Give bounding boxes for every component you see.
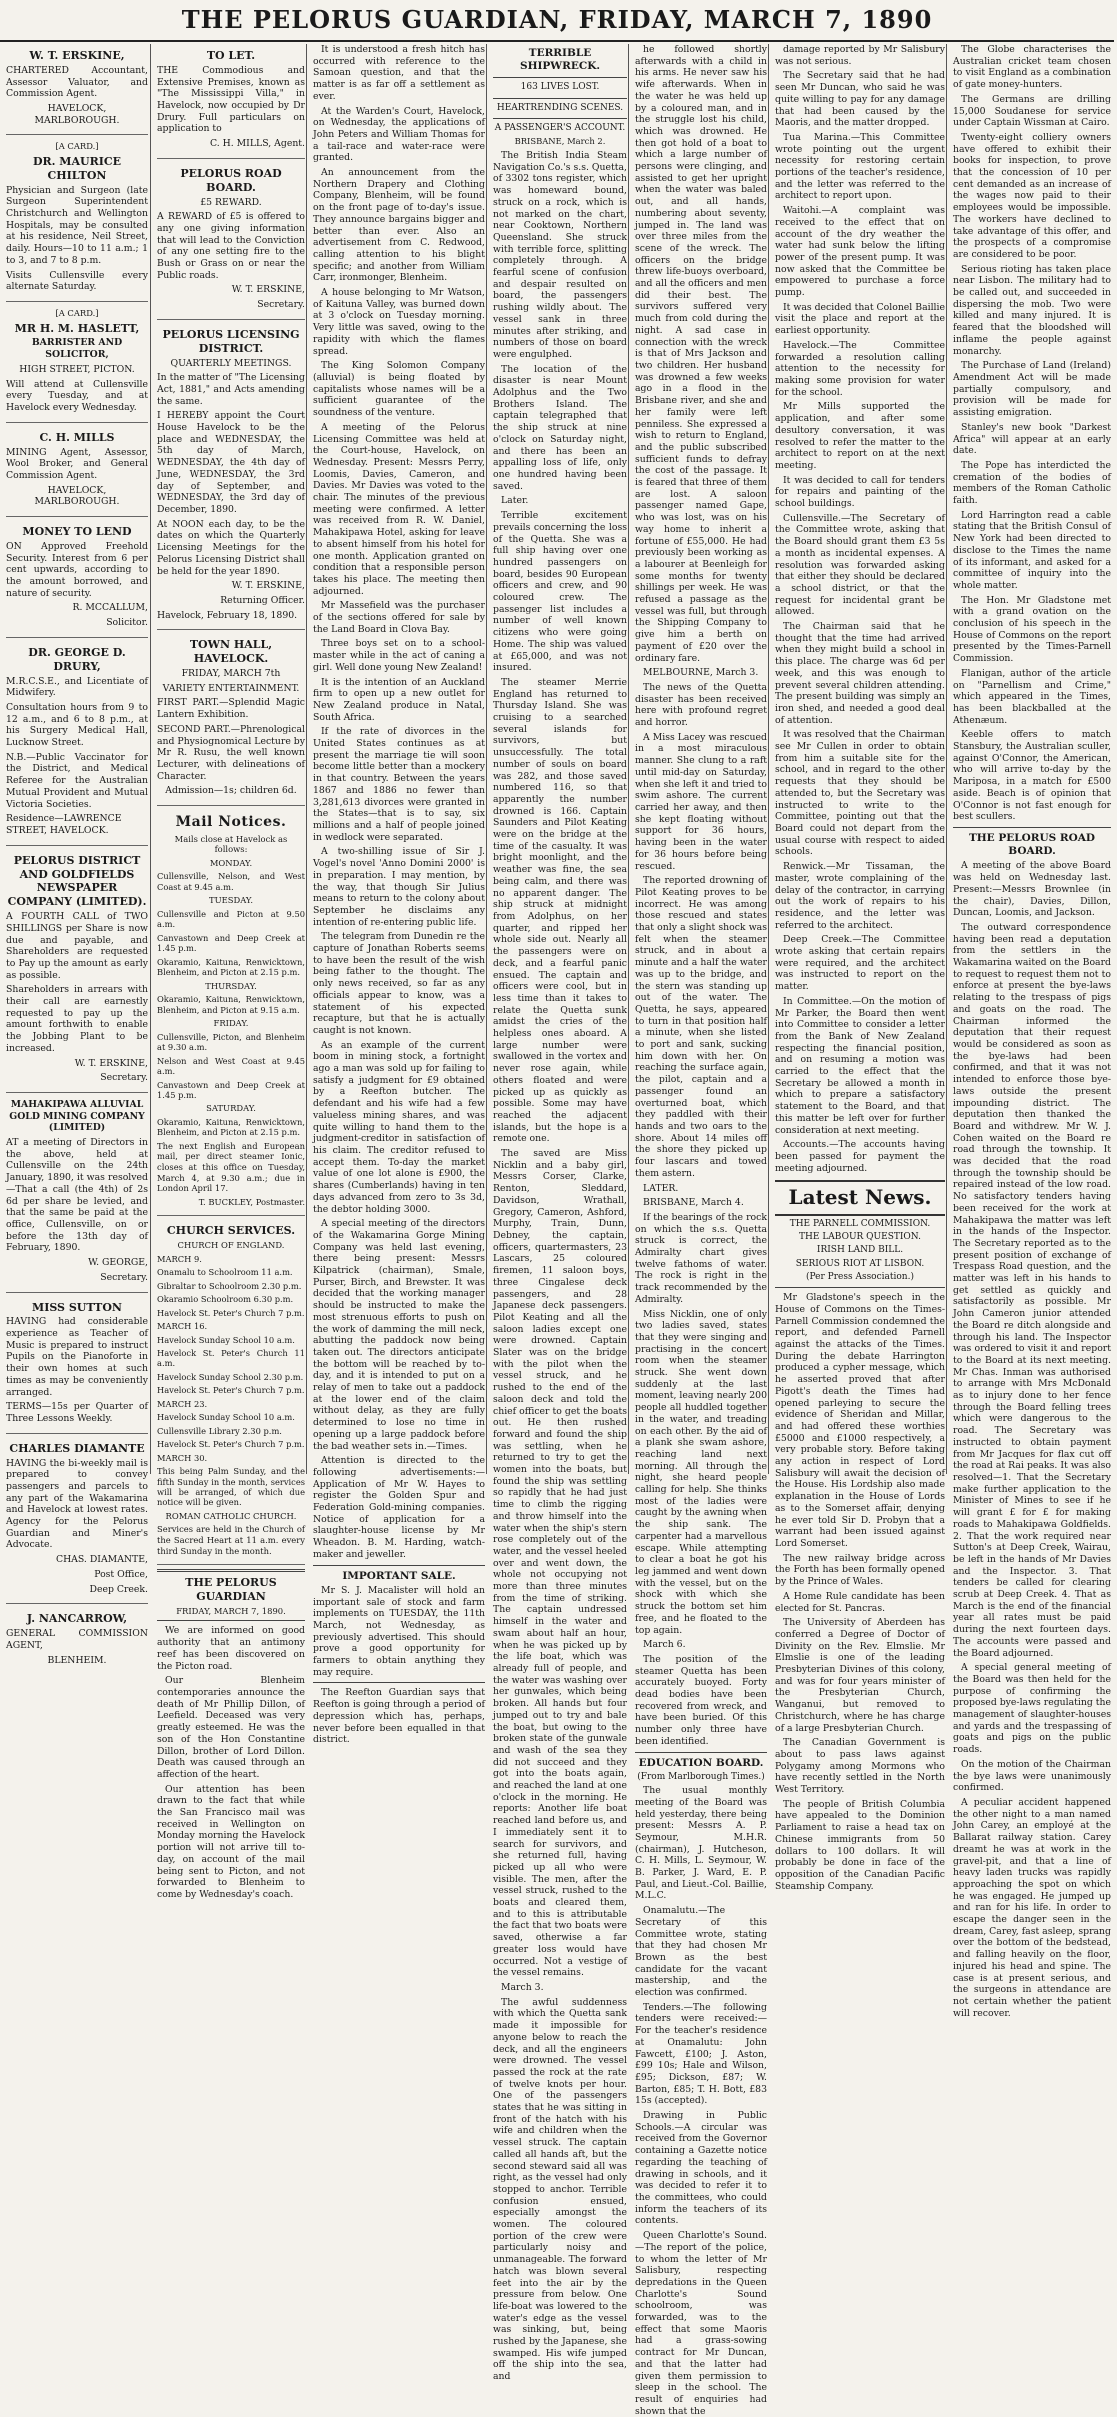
ad-title: PELORUS ROAD BOARD.: [180, 166, 282, 194]
article-paragraph: As an example of the current boom in mining stock, a fortnight ago a man was sold up for failing to satisfy a judgment for £9 obtained by a Reefton butcher. The defendant and his wife had a few valueless mining shares, and was quite willing to hand them to the judgment-creditor in satisfaction of his claim. The creditor refused to accept them. To-day the market value of one lot alone is £900, the shares (Cumberlands) having in ten days advanced from zero to 3s 3d, the debtor holding 3000.: [313, 1039, 485, 1215]
article-paragraph: An announcement from the Northern Drapery and Clothing Company, Blenheim, will be found on the front page of to-day's issue. They announce bargains bigger and better than ever. Also an advertisement from C. Redwood, calling attention to his blight specific; and another from William Carr, ironmonger, Blenheim.: [313, 167, 485, 284]
mail-day: MONDAY.: [209, 857, 253, 868]
ad-mahakipawa: [6, 1096, 148, 1293]
ad-diamante: [6, 1437, 148, 1605]
ad-role: Deep Creek.: [89, 1583, 148, 1595]
news-headline: THE LABOUR QUESTION.: [799, 1231, 921, 1242]
article-paragraph: Havelock St. Peter's Church 7 p.m.: [157, 1439, 305, 1450]
ad-road-board-reward: [157, 162, 305, 320]
article-paragraph: The Globe characterises the Australian cricket team chosen to visit England as a combination of gate money-hunters.: [953, 44, 1111, 91]
mail-title: Mail Notices.: [175, 814, 287, 831]
article-paragraph: Our attention has been drawn to the fact that while the San Francisco mail was received in Wellington on Monday morning the Havelock portion will not arrive till to-day, on account of the mail being sent to Picton, and not forwarded to Blenheim to come by Wednesday's coach.: [157, 1783, 305, 1900]
article-paragraph: Attention is directed to the following advertisements:—Application of Mr W. Hayes to register the Golden Spur and Federation Gold-mining companies. Notice of application for a slaughter-house license by Mr Wheadon. B. M. Harding, watch-maker and jeweller.: [313, 1455, 485, 1560]
article-paragraph: The King Solomon Company (alluvial) is being floated by capitalists whose names will be a sufficient guarantee of the soundness of the venture.: [313, 360, 485, 419]
ad-title: TOWN HALL, HAVELOCK.: [189, 638, 273, 666]
article-paragraph: The people of British Columbia have appealed to the Dominion Parliament to raise a head tax on Chinese immigrants from 50 dollars to 100 dollars. It will probably be done in face of the opposition of the Canadian Pacific Steamship Company.: [775, 1798, 945, 1892]
ad-to-let: [157, 44, 305, 159]
article-paragraph: Accounts.—The accounts having been passed for payment the meeting adjourned.: [775, 1139, 945, 1174]
ad-terms: TERMS—15s per Quarter of Three Lessons Weekly.: [6, 1401, 148, 1424]
ad-sign: W. T. ERSKINE,: [231, 580, 305, 592]
guardian-date: FRIDAY, MARCH 7, 1890.: [176, 1605, 286, 1616]
article-paragraph: It is the intention of an Auckland firm to open up a new outlet for New Zealand produce in Natal, South Africa.: [313, 676, 485, 723]
ad-title: MR H. M. HASLETT,: [14, 321, 140, 335]
ad-body: In the matter of "The Licensing Act, 1881," and Acts amending the same.: [157, 372, 305, 407]
ad-sutton: [6, 1296, 148, 1434]
ad-mills: [6, 426, 148, 517]
ad-sign: C. H. MILLS, Agent.: [209, 138, 305, 150]
article-paragraph: Queen Charlotte's Sound.—The report of the police, to whom the letter of Mr Salisbury, respecting depredations in the Queen Charlotte's Sound schoolroom, was forwarded, was to the effect that some Maoris had a grass-sowing contract for Mr Duncan, and that the latter had given them permission to sleep in the school. The result of enquiries had shown that the: [635, 2230, 767, 2417]
ad-licensing: [157, 323, 305, 630]
ad-sign: W. T. ERSKINE,: [74, 1057, 148, 1069]
ad-subtitle: QUARTERLY MEETINGS.: [170, 357, 292, 369]
ad-role: Solicitor.: [106, 617, 148, 629]
article-paragraph: A special general meeting of the Board was then held for the purpose of confirming the proposed bye-laws regulating the management of slaughter-houses and yards and the trespassing of goats and pigs on the public roads.: [953, 1662, 1111, 1756]
ad-card: [A CARD.]: [55, 308, 99, 318]
article-paragraph: In Committee.—On the motion of Mr Parker, the Board then went into Committee to consider a letter from the Bank of New Zealand respecting the financial position, and on resuming a motion was carried to the effect that the Secretary be allowed a month in which to prepare a satisfactory statement to the Board, and that this matter be left over for further consideration at next meeting.: [775, 995, 945, 1136]
ad-title: DR. MAURICE CHILTON: [32, 154, 122, 182]
church-title: CHURCH SERVICES.: [166, 1224, 296, 1238]
news-headline: SERIOUS RIOT AT LISBON.: [795, 1258, 925, 1269]
cable-news: [953, 44, 1111, 823]
column-3: [306, 44, 491, 1746]
education-body: [635, 1785, 767, 2417]
local-news: [313, 44, 485, 1561]
mail-note: The next English and European mail, per direct steamer Ionic, closes at this office on Tuesday, March 4, at 9.30 a.m.; due in London April 17.: [157, 1140, 305, 1194]
road-board-body: [953, 860, 1111, 2019]
article-paragraph: Cullensville.—The Secretary of the Committee wrote, asking that the Board should grant them £3 5s a month as incidental expenses. A resolution was forwarded asking that either they should be declared a school district, or that the request for incidental grant be allowed.: [775, 512, 945, 618]
ad-title: PELORUS DISTRICT AND GOLDFIELDS NEWSPAPER COMPANY (LIMITED).: [7, 853, 147, 909]
article-paragraph: damage reported by Mr Salisbury was not serious.: [775, 44, 945, 67]
article-paragraph: Onamalu to Schoolroom 11 a.m.: [157, 1267, 293, 1278]
ad-title: J. NANCARROW,: [26, 1612, 128, 1626]
article-paragraph: The location of the disaster is near Mount Adolphus and the Two Brothers Island. The captain telegraphed that the ship struck at nine o'clock on Saturday night, and there has been an appalling loss of life, only one hundred having been saved.: [493, 363, 627, 492]
mail-sign: T. BUCKLEY, Postmaster.: [198, 1196, 305, 1207]
article-paragraph: MARCH 9.: [157, 1253, 202, 1264]
article-paragraph: Havelock St. Peter's Church 7 p.m.: [157, 1307, 305, 1318]
article-paragraph: Mr Massefield was the purchaser of the sections offered for sale by the Land Board in Clova Bay.: [313, 600, 485, 635]
article-paragraph: March 6.: [643, 1639, 686, 1651]
shipwreck-continued: [635, 44, 767, 1748]
latest-news-heads: [775, 1219, 945, 1270]
column-4: [486, 44, 633, 2383]
article-paragraph: It is understood a fresh hitch has occurred with reference to the Samoan question, and that the matter is as far off a settlement as ever.: [313, 44, 485, 102]
latest-news-title: Latest News.: [775, 1180, 945, 1215]
article-paragraph: MARCH 23.: [157, 1398, 208, 1409]
mail-line: Canvastown and Deep Creek at 1.45 p.m.: [157, 1079, 305, 1100]
ad-title: PELORUS LICENSING DISTRICT.: [162, 327, 300, 355]
mail-line: Cullensville and Picton at 9.50 a.m.: [157, 908, 305, 930]
article-paragraph: Havelock St. Peter's Church 11 a.m.: [157, 1347, 305, 1369]
ad-erskine: [6, 44, 148, 135]
ad-role: Post Office,: [94, 1568, 148, 1580]
news-headline: IRISH LAND BILL.: [816, 1245, 904, 1256]
article-paragraph: The Pope has interdicted the cremation of the bodies of members of the Roman Catholic faith.: [953, 459, 1111, 507]
ad-title: CHARLES DIAMANTE: [9, 1441, 145, 1455]
ad-sign: CHAS. DIAMANTE,: [55, 1554, 148, 1566]
article-paragraph: Stanley's new book "Darkest Africa" will appear at an early date.: [953, 421, 1111, 457]
ad-nancarrow: [6, 1607, 148, 1674]
column-2: [150, 44, 311, 1900]
latest-news-body: [775, 1292, 945, 1892]
ad-sign: W. T. ERSKINE,: [231, 284, 305, 296]
article-paragraph: Terrible excitement prevails concerning the loss of the Quetta. She was a full ship having over one hundred passengers on board, besides 90 European officers and crew, and 90 coloured crew. The passenger list includes a number of well known citizens who were going Home. The ship was valued at £65,000, and was not insured.: [493, 510, 627, 674]
article-paragraph: The awful suddenness with which the Quetta sank made it impossible for anyone below to reach the deck, and all the engineers were drowned. The vessel passed the rock at the rate of twelve knots per hour. One of the passengers states that he was sitting in front of the hatch with his wife and children when the vessel struck. The captain called all hands aft, but the second steward said all was right, as the vessel had only stopped to anchor. Terrible confusion ensued, especially amongst the women. The coloured portion of the crew were particularly noisy and unmanageable. The forward hatch was blown several feet into the air by the pressure from below. One life-boat was lowered to the water's edge as the vessel was sinking, but, being rushed by the Japanese, she swamped. His wife jumped off the ship into the sea, and: [493, 1996, 627, 2383]
education-title: EDUCATION BOARD.: [638, 1756, 764, 1769]
guardian-editorial: [157, 1569, 305, 1900]
article-paragraph: Havelock St. Peter's Church 7 p.m.: [157, 1385, 305, 1396]
education-subtitle: (From Marlborough Times.): [637, 1771, 765, 1782]
article-paragraph: Okaramio Schoolroom 6.30 p.m.: [157, 1294, 294, 1305]
article-paragraph: Keeble offers to match Stansbury, the Australian sculler, against O'Connor, the American, who will arrive to-day by the Mariposa, in a match for £500 aside. Beach is of opinion that O'Connor is not fast enough for best scullers.: [953, 729, 1111, 823]
ad-role: Secretary.: [100, 1072, 148, 1084]
news-headline: THE PARNELL COMMISSION.: [789, 1218, 931, 1229]
article-paragraph: A special meeting of the directors of the Wakamarina Gorge Mining Company was held last evening, there being present: Messrs Kilpatrick (chairman), Smale, Purser, Birch, and Brewster. It was decided that the working manager should be instructed to make the most strenuous efforts to push on the work of damming the mill neck, abutting the paddock now being taken out. The directors anticipate the bottom will be reached by to-day, and it is intended to put on a relay of men to take out a paddock at the lower end of the claim without delay, as they are fully determined to lose no time in opening up a large paddock before the bad weather sets in.—Times.: [313, 1218, 485, 1452]
ad-sign: R. MCCALLUM,: [72, 602, 148, 614]
article-paragraph: Tenders.—The following tenders were received:—For the teacher's residence at Onamalutu: John Fawcett, £100; J. Aston, £99 10s; Hale and Wilson, £95; Dickson, £87; W. Barton, £85; T. H. Bott, £83 15s (accepted).: [635, 2001, 767, 2107]
shipwreck-subtitle: HEARTRENDING SCENES.: [496, 102, 624, 113]
article-paragraph: A house belonging to Mr Watson, of Kaituna Valley, was burned down at 3 o'clock on Tuesday morning. Very little was saved, owing to the rapidity with which the flames spread.: [313, 287, 485, 357]
article-paragraph: The Chairman said that he thought that the time had arrived when they might build a school in this place. The charge was 6d per week, and this was enough to prevent several children attending. The present building was simply an iron shed, and needed a good deal of attention.: [775, 621, 945, 726]
ad-haslett: [6, 305, 148, 423]
mail-line: Cullensville, Nelson, and West Coast at 9.45 a.m.: [157, 871, 305, 892]
mail-line: Nelson and West Coast at 9.45 a.m.: [157, 1055, 305, 1077]
church-services: [157, 1219, 305, 1565]
ad-body-3: At NOON each day, to be the dates on which the Quarterly Licensing Meetings for the Pelorus Licensing District shall be held for the year 1890.: [157, 518, 305, 577]
article-paragraph: MELBOURNE, March 3.: [643, 667, 759, 679]
shipwreck-body: [493, 150, 627, 2383]
ad-residence: Residence—LAWRENCE STREET, HAVELOCK.: [6, 813, 122, 836]
ad-body: CHARTERED Accountant, Assessor Valuator, and Commission Agent.: [6, 64, 148, 100]
ad-title: MISS SUTTON: [32, 1300, 122, 1314]
ad-drury: [6, 641, 148, 846]
ad-subtitle: VARIETY ENTERTAINMENT.: [162, 682, 300, 694]
ad-title: TO LET.: [206, 49, 256, 62]
article-paragraph: he followed shortly afterwards with a child in his arms. He never saw his wife afterwards. When in the water he was held up by a coloured man, and in the struggle lost his child, which was drowned. He then got hold of a boat to which a large number of persons were clinging, and assisted to get her upright when the water was baled out, and all hands, numbering about seventy, jumped in. The land was over three miles from the scene of the wreck. The officers on the bridge threw life-buoys overboard, and all the officers and men did their best. The survivors suffered very much from cold during the night. A sad case in connection with the wreck is that of Mrs Jackson and two children. Her husband was drowned a few weeks ago in a flood in the Brisbane river, and she and her family were left penniless. She expressed a wish to return to England, and the public subscribed sufficient funds to defray the cost of the passage. It is feared that three of them are lost. A saloon passenger named Gape, who was lost, was on his way home to inherit a fortune of £55,000. He had previously been working as a labourer at Beenleigh for some months for twenty shillings per week. He was refused a passage as the vessel was full, but through the Shipping Company to give him a berth on payment of £20 over the ordinary fare.: [635, 44, 767, 664]
article-paragraph: The Canadian Government is about to pass laws against Polygamy among Mormons who have recently settled in the North West Territory.: [775, 1737, 945, 1796]
dateline: BRISBANE, March 2.: [514, 136, 606, 147]
article-paragraph: Three boys set on to a school-master while in the act of caning a girl. Well done young New Zealand!: [313, 638, 485, 673]
rc-title: ROMAN CATHOLIC CHURCH.: [165, 1510, 297, 1521]
ad-sign: W. GEORGE,: [88, 1257, 148, 1269]
ad-money-to-lend: [6, 520, 148, 638]
mail-day: SATURDAY.: [206, 1103, 256, 1114]
mail-days: [157, 858, 305, 1138]
ad-card: [A CARD.]: [55, 141, 99, 152]
ad-pelorus-company: [6, 849, 148, 1093]
article-paragraph: If the rate of divorces in the United States continues as at present the marriage tie will soon become little better than a mockery in that country. Between the years 1867 and 1886 no fewer than 3,281,613 divorces were granted in the States—that is to say, six millions and a half of people joined in wedlock were separated.: [313, 726, 485, 843]
article-paragraph: Serious rioting has taken place near Lisbon. The military had to be called out, and succeeded in dispersing the mob. Two were killed and many injured. It is feared that the bloodshed will inflame the people against monarchy.: [953, 263, 1111, 357]
article-paragraph: This being Palm Sunday, and the fifth Sunday in the month, services will be arranged, of which due notice will be given.: [157, 1466, 305, 1508]
road-board-title: THE PELORUS ROAD BOARD.: [968, 832, 1096, 858]
ad-body: GENERAL COMMISSION AGENT,: [6, 1628, 148, 1651]
ad-role: Secretary.: [100, 1271, 148, 1283]
ad-role: Secretary.: [257, 299, 305, 311]
ad-body-2: Shareholders in arrears with their call are earnestly requested to pay up the amount forthwith to enable the Jobbing Plant to be increased.: [6, 984, 148, 1054]
press-association: (Per Press Association.): [806, 1271, 914, 1282]
ad-title: MONEY TO LEND: [22, 525, 132, 539]
article-paragraph: A meeting of the above Board was held on Wednesday last. Present:—Messrs Brownlee (in the chair), Davies, Dillon, Duncan, Loomis, and Jackson.: [953, 860, 1111, 919]
rc-body: Services are held in the Church of the Sacred Heart at 11 a.m. every third Sunday in the month.: [157, 1524, 305, 1556]
article-paragraph: A meeting of the Pelorus Licensing Committee was held at the Court-house, Havelock, on Wednesday. Present: Messrs Perry, Loomis, Davies, Cameron, and Davies. Mr Davies was voted to the chair. The minutes of the previous meeting were confirmed. A letter was received from R. W. Daniel, Mahakipawa Hotel, asking for leave to absent himself from his hotel for one month. Application granted on condition that a responsible person takes his place. The meeting then adjourned.: [313, 421, 485, 597]
ad-place: HAVELOCK, MARLBOROUGH.: [34, 102, 120, 126]
ad-body-2: SECOND PART.—Phrenological and Physiognomical Lecture by Mr R. Rusu, the well known Lecturer, with delineations of Character.: [157, 723, 305, 782]
ad-body: MINING Agent, Assessor, Wool Broker, and General Commission Agent.: [6, 446, 148, 481]
article-paragraph: Tua Marina.—This Committee wrote pointing out the urgent necessity for restoring certain portions of the teacher's residence, and the letter was referred to the architect to report upon.: [775, 131, 945, 202]
church-subtitle: CHURCH OF ENGLAND.: [177, 1240, 285, 1251]
article-paragraph: A two-shilling issue of Sir J. Vogel's novel 'Anno Domini 2000' is in preparation. I may mention, by the way, that though Sir Julius means to return to the colony about September he disclaims any intention of re-entering public life.: [313, 846, 485, 928]
column-5: [628, 44, 773, 2417]
church-lines: [157, 1254, 305, 1508]
article-paragraph: Havelock Sunday School 2.30 p.m.: [157, 1371, 304, 1382]
ad-quals: M.R.C.S.E., and Licentiate of Midwifery.: [6, 675, 148, 699]
article-paragraph: Mr Mills supported the application, and after some desultory conversation, it was resolved to refer the matter to the architect to report on at the next meeting.: [775, 401, 945, 471]
ad-title: MAHAKIPAWA ALLUVIAL GOLD MINING COMPANY (LIMITED): [9, 1098, 145, 1134]
mail-line: Cullensville, Picton, and Blenheim at 9.30 a.m.: [157, 1031, 305, 1053]
mail-line: Okaramio, Kaituna, Renwicktown, Blenheim, and Picton at 2.15 p.m.: [157, 1116, 305, 1138]
ad-place: BLENHEIM.: [47, 1654, 107, 1666]
article-paragraph: Onamalutu.—The Secretary of this Committee wrote, stating that they had chosen Mr Brown as the best candidate for the vacant mastership, and the election was confirmed.: [635, 1905, 767, 1999]
ad-note: Visits Cullensville every alternate Saturday.: [6, 269, 148, 293]
article-paragraph: A Home Rule candidate has been elected for St. Pancras.: [775, 1590, 945, 1614]
article-paragraph: The steamer Merrie England has returned to Thursday Island. She was cruising to a searched several islands for survivors, but unsuccessfully. The total number of souls on board was 282, and those saved numbered 116, so that apparently the number drowned is 166. Captain Saunders and Pilot Keating were on the bridge at the time of the casualty. It was bright moonlight, and the weather was fine, the sea being calm, and there was no apparent danger. The ship struck at midnight from Adolphus, on her quarter, and ripped her whole side out. Nearly all the passengers were on deck, and a fearful panic ensued. The captain and officers were cool, but in less time than it takes to relate the Quetta sunk amidst the cries of the helpless ones aboard. A large number were swallowed in the vortex and never rose again, while others floated and were picked up as quickly as possible. Some may have reached the adjacent islands, but the hope is a remote one.: [493, 676, 627, 1145]
article-paragraph: Cullensville Library 2.30 p.m.: [157, 1425, 282, 1436]
ad-body: Consultation hours from 9 to 12 a.m., and 6 to 8 p.m., at his Surgery Medical Hall, Lucknow Street.: [6, 701, 148, 749]
article-paragraph: Deep Creek.—The Committee wrote asking that certain repairs were required, and the architect was instructed to report on the matter.: [775, 934, 945, 993]
article-paragraph: The Hon. Mr Gladstone met with a grand ovation on the conclusion of his speech in the House of Commons on the report presented by the Times-Parnell Commission.: [953, 594, 1111, 665]
article-paragraph: BRISBANE, March 4.: [643, 1197, 744, 1209]
ad-town-hall: [157, 633, 305, 806]
article-paragraph: The news of the Quetta disaster has been received here with profound regret and horror.: [635, 681, 767, 729]
ad-title: DR. GEORGE D. DRURY,: [28, 645, 126, 673]
ad-title: C. H. MILLS: [39, 430, 115, 444]
article-paragraph: It was decided to call for tenders for repairs and painting of the school buildings.: [775, 474, 945, 510]
ad-address: HIGH STREET, PICTON.: [19, 363, 135, 375]
article-paragraph: Our Blenheim contemporaries announce the death of Mr Phillip Dillon, of Leefield. Deceased was very greatly esteemed. He was the son of the Hon Constantine Dillon, brother of Lord Dillon. Death was caused through an affection of the heart.: [157, 1675, 305, 1780]
article-paragraph: A Miss Lacey was rescued in a most miraculous manner. She clung to a raft until mid-day on Saturday, when she left it and tried to swim ashore. The current carried her away, and then she kept floating without support for 36 hours, having been in the water for 36 hours before being rescued.: [635, 731, 767, 872]
ad-place: HAVELOCK, MARLBOROUGH.: [34, 484, 120, 508]
reefton-paragraph: The Reefton Guardian says that Reefton is going through a period of depression which has, perhaps, never before been equalled in that district.: [313, 1687, 485, 1746]
guardian-title: THE PELORUS GUARDIAN: [185, 1576, 277, 1604]
mail-day: THURSDAY.: [205, 980, 257, 991]
article-paragraph: Twenty-eight colliery owners have offered to exhibit their books for inspection, to prove that the concession of 10 per cent demanded as an increase of the wages now paid to their employees would be impossible. The workers have declined to take advantage of this offer, and the prospects of a compromise are considered to be poor.: [953, 131, 1111, 260]
ad-body: FIRST PART.—Splendid Magic Lantern Exhibition.: [157, 697, 305, 721]
article-paragraph: Mr Gladstone's speech in the House of Commons on the Times-Parnell Commission condemned the report, and defended Parnell against the attacks of the Times. During the debate Harrington produced a cypher message, which he asserted proved that after Pigott's death the Times had opened parleying to secure the evidence of Sheridan and Millar, and had offered these worthies £5000 and £1000 respectively, a very probable story. Before taking any action in respect of Lord Salisbury will await the decision of the House. His Lordship also made explanation in the House of Lords as to the Somerset affair, denying he ever told Sir D. Probyn that a warrant had been issued against Lord Somerset.: [775, 1292, 945, 1549]
ad-body: Will attend at Cullensville every Tuesday, and at Havelock every Wednesday.: [6, 378, 148, 413]
article-paragraph: Havelock Sunday School 10 a.m.: [157, 1412, 295, 1423]
mail-intro: Mails close at Havelock as follows:: [174, 833, 288, 855]
ad-body: A REWARD of £5 is offered to any one giving information that will lead to the Conviction of any one setting fire to the Bush or Grass on or near the Public roads.: [157, 211, 305, 281]
article-paragraph: The University of Aberdeen has conferred a Degree of Doctor of Divinity on the Rev. Elmslie. Mr Elmslie is one of the leading Presbyterian Divines of this colony, and was for four years minister of the Presbyterian Church, Wanganui, but removed to Christchurch, where he has charge of a large Presbyterian Church.: [775, 1617, 945, 1734]
article-paragraph: At the Warden's Court, Havelock, on Wednesday, the applications of John Peters and William Thomas for a tail-race and water-race were granted.: [313, 105, 485, 164]
article-paragraph: The usual monthly meeting of the Board was held yesterday, there being present: Messrs A. P. Seymour, M.H.R. (chairman), J. Hutcheson, C. H. Mills, L. Seymour, W. B. Parker, J. Ward, E. P. Paul, and Lieut.-Col. Baillie, M.L.C.: [635, 1785, 767, 1902]
article-paragraph: The reported drowning of Pilot Keating proves to be incorrect. He was among those rescued and states that only a slight shock was felt when the steamer struck, and in about a minute and a half the water was up to the bridge, and the stern was standing up out of the water. The Quetta, he says, appeared to turn in that position half a minute, when she listed to port and sank, sucking him down with her. On reaching the surface again, the pilot, captain and a passenger found an overturned boat, which they paddled with their hands and two oars to the shore. About 14 miles off the shore they picked up four lascars and towed them astern.: [635, 875, 767, 1179]
mail-line: Okaramio, Kaituna, Renwicktown, Blenheim, and Picton at 9.15 a.m.: [157, 994, 305, 1015]
article-paragraph: Lord Harrington read a cable stating that the British Consul of New York had been directed to disclose to the Times the name of its informant, and asked for a committee of inquiry into the whole matter.: [953, 509, 1111, 591]
article-paragraph: MARCH 30.: [157, 1452, 208, 1463]
ad-body: ON Approved Freehold Security. Interest from 6 per cent upwards, according to the amount borrowed, and nature of security.: [6, 540, 148, 599]
masthead: THE PELORUS GUARDIAN, FRIDAY, MARCH 7, 1890: [0, 0, 1114, 42]
article-paragraph: Waitohi.—A complaint was received to the effect that on account of the dry weather the water had sunk below the lifting power of the present pump. It was now asked that the Committee be empowered to purchase a force pump.: [775, 205, 945, 299]
article-paragraph: The telegram from Dunedin re the capture of Jonathan Roberts seems to have been the result of the wish being father to the thought. The only news received, so far as any officials appear to know, was a statement of his expected recapture, but that he is actually caught is not known.: [313, 931, 485, 1036]
article-paragraph: The Purchase of Land (Ireland) Amendment Act will be made partially compulsory, and provision will be made for assisting emigration.: [953, 360, 1111, 419]
ad-date: Havelock, February 18, 1890.: [157, 609, 298, 621]
shipwreck-title: TERRIBLE SHIPWRECK.: [520, 47, 600, 73]
mail-line: Okaramio, Kaituna, Renwicktown, Blenheim, and Picton at 2.15 p.m.: [157, 956, 305, 978]
ad-body: AT a meeting of Directors in the above, held at Cullensville on the 24th January, 1890, it was resolved—That a call (the 4th) of 2s 6d per share be levied, and that the same be paid at the office, Cullensville, on or before the 13th day of February, 1890.: [6, 1137, 148, 1254]
column-6: [768, 44, 951, 1892]
column-1: [4, 44, 154, 1666]
article-paragraph: The saved are Miss Nicklin and a baby girl, Messrs Corser, Clarke, Renton, Sleddard, Davidson, Wrathall, Gregory, Cameron, Ashford, Murphy, Train, Dunn, Debney, the captain, officers, quartermasters, 23 Lascars, 25 coloured firemen, 11 saloon boys, three Cingalese deck passengers, and 28 Japanese deck passengers. Pilot Keating and all the saloon ladies except one were drowned. Captain Slater was on the bridge with the pilot when the vessel struck, and he rushed to the end of the saloon deck and told the chief officer to get the boats out. He then rushed forward and found the ship was settling, when he returned to try to get the women into the boats, but found the ship was settling so rapidly that he had just time to climb the rigging and throw himself into the water when the ship's stern rose completely out of the water, and the vessel heeled over and went down, the whole not occupying not more than three minutes from the time of striking. The captain undressed himself in the water and swam about half an hour, when he was picked up by the life boat, which was already full of people, and the water was washing over her gunwales, which being broken. All hands but four jumped out to try and bale the boat, but owing to the broken state of the gunwale and wash of the sea they did not succeed and they got into the boats again, and reached the land at one o'clock in the morning. He reports: Another life boat reached land before us, and I immediately sent it to search for survivors, and she returned full, having picked up all who were visible. The men, after the vessel struck, rushed to the boats and cleared them, and to this is attributable the fact that two boats were saved, otherwise a far greater loss would have occurred. Not a vestige of the vessel remains.: [493, 1148, 627, 1979]
article-paragraph: If the bearings of the rock on which the s.s. Quetta struck is correct, the Admiralty chart gives twelve fathoms of water. The rock is right in the track recommended by the Admiralty.: [635, 1211, 767, 1305]
article-paragraph: Flanigan, author of the article on "Parnellism and Crime," which appeared in the Times, has been blackballed at the Athenæum.: [953, 667, 1111, 726]
sale-body: Mr S. J. Macalister will hold an important sale of stock and farm implements on TUESDAY, the 11th March, not Wednesday, as previously advertised. This should prove a good opportunity for farmers to obtain anything they may require.: [313, 1584, 485, 1678]
article-paragraph: March 3.: [501, 1981, 544, 1993]
column-7: [946, 44, 1117, 2019]
ad-reward: £5 REWARD.: [200, 196, 262, 208]
article-paragraph: The new railway bridge across the Forth has been formally opened by the Prince of Wales.: [775, 1552, 945, 1588]
article-paragraph: Havelock Sunday School 10 a.m.: [157, 1334, 295, 1345]
education-continued: [775, 44, 945, 1174]
article-paragraph: We are informed on good authority that an antimony reef has been discovered on the Picton road.: [157, 1625, 305, 1672]
article-paragraph: It was resolved that the Chairman see Mr Cullen in order to obtain from him a suitable site for the school, and in regard to the other requests that they should be attended to, but the Secretary was instructed to write to the Committee, pointing out that the Board could not depart from the usual course with respect to aided schools.: [775, 729, 945, 858]
ad-admission: Admission—1s; children 6d.: [165, 785, 297, 797]
article-paragraph: Later.: [501, 495, 529, 507]
ad-chilton: [6, 138, 148, 302]
article-paragraph: MARCH 16.: [157, 1321, 208, 1332]
shipwreck-subtitle: 163 LIVES LOST.: [520, 82, 600, 93]
ad-date: FRIDAY, MARCH 7th: [181, 668, 281, 680]
ad-body: A FOURTH CALL of TWO SHILLINGS per Share is now due and payable, and Shareholders are requested to Pay up the amount as early as possible.: [6, 911, 148, 981]
article-paragraph: The outward correspondence having been read a deputation from the settlers in the Wakamarina waited on the Board to request to request them not to enforce at present the bye-laws relating to the trespass of pigs and goats on the road. The Chairman informed the deputation that their request would be considered as soon as the bye-laws had been confirmed, and that it was not intended to enforce those bye-laws outside the present impounding district. The deputation then thanked the Board and withdrew. Mr W. J. Cohen waited on the Board re road through the township. It was decided that the road through the township should be repaired instead of the low road. No satisfactory tenders having been received for the work at Mahakipawa the matter was left in the hands of the Inspector. The Secretary reported as to the present position of exchange of Trespass Road question, and the matter was left in his hands to get settled as quickly and satisfactorily as possible. Mr John Cameron junior attended the Board re ditch alongside and through his land. The Inspector was ordered to visit it and report to the Board at its next meeting. Mr Chas. Inman was authorised to arrange with Mrs McDonald as to injury done to her fence through the Board felling trees which were dangerous to the road. The Secretary was instructed to obtain payment from Mr Jacques for flax cut off the road at Rai peaks. It was also resolved—1. That the Secretary make further application to the Minister of Mines to see if he will grant £ for £ for making roads to Mahakipawa Goldfields. 2. That the work required near Sutton's at Deep Creek, Wairau, be left in the hands of Mr Davies and the Inspector. 3. That tenders be called for clearing scrub at Deep Creek. 4. That as March is the end of the financial year all rates must be paid during the next fourteen days. The accounts were passed and the Board adjourned.: [953, 921, 1111, 1659]
ad-body-2: I HEREBY appoint the Court House Havelock to be the place and WEDNESDAY, the 5th day of March, WEDNESDAY, the 4th day of June, WEDNESDAY, the 3rd day of September, and WEDNESDAY, the 3rd day of December, 1890.: [157, 410, 305, 515]
ad-subtitle: BARRISTER AND SOLICITOR,: [31, 337, 123, 361]
shipwreck-subtitle: A PASSENGER'S ACCOUNT.: [494, 123, 626, 134]
mail-line: Canvastown and Deep Creek at 1.45 p.m.: [157, 932, 305, 954]
article-paragraph: Miss Nicklin, one of only two ladies saved, states that they were singing and practising in the concert room when the steamer struck. She went down suddenly at the last moment, leaving nearly 200 people all huddled together in the water, and treading on each other. By the aid of a plank she swam ashore, reaching land next morning. All through the night, she heard people calling for help. She thinks most of the ladies were caught by the awning when the ship sank. The carpenter had a marvellous escape. While attempting to clear a boat he got his leg jammed and went down with the vessel, but on the shock with which she struck the bottom set him free, and he floated to the top again.: [635, 1308, 767, 1636]
article-paragraph: It was decided that Colonel Baillie visit the place and report at the earliest opportunity.: [775, 301, 946, 337]
article-paragraph: The Secretary said that he had seen Mr Duncan, who said he was quite willing to pay for any damage that had been caused by the Maoris, and the matter dropped.: [775, 70, 945, 129]
ad-note: N.B.—Public Vaccinator for the District, and Medical Referee for the Australian Mutual Provident and Mutual Victoria Societies.: [6, 751, 148, 810]
mail-day: FRIDAY.: [213, 1018, 249, 1029]
ad-body: HAVING the bi-weekly mail is prepared to convey passengers and parcels to any part of the Wakamarina and Havelock at lowest rates. Agency for the Pelorus Guardian and Miner's Advocate.: [6, 1457, 148, 1551]
ad-body: HAVING had considerable experience as Teacher of Music is prepared to instruct Pupils on the Pianoforte in their own homes at such times as may be conveniently arranged.: [6, 1316, 148, 1398]
article-paragraph: Renwick.—Mr Tissaman, the master, wrote complaining of the delay of the contractor, in carrying out the work of repairs to his residence, and the letter was referred to the architect.: [775, 861, 945, 931]
ad-role: Returning Officer.: [220, 594, 305, 606]
article-paragraph: The British India Steam Navigation Co.'s s.s. Quetta, of 3302 tons register, which was homeward bound, struck on a rock, which is not marked on the chart, near Cooktown, Northern Queensland. She struck with terrible force, splitting completely through. A fearful scene of confusion and despair resulted on board, the passengers rushing wildly about. The vessel sank in three minutes after striking, and numbers of those on board were engulphed.: [493, 150, 627, 360]
article-paragraph: Gibraltar to Schoolroom 2.30 p.m.: [157, 1280, 302, 1291]
ad-body: Physician and Surgeon (late Surgeon Superintendent Christchurch and Wellington Hospitals, may be consulted at his residence, Neil Street, daily. Hours—10 to 11 a.m.; 1 to 3, and 7 to 8 p.m.: [6, 184, 148, 266]
article-paragraph: Drawing in Public Schools.—A circular was received from the Governor containing a Gazette notice regarding the teaching of drawing in schools, and it was decided to refer it to the committees, who could inform the teachers of its contents.: [635, 2110, 767, 2227]
article-paragraph: On the motion of the Chairman the bye laws were unanimously confirmed.: [953, 1758, 1111, 1794]
article-paragraph: Havelock.—The Committee forwarded a resolution calling attention to the necessity for making some provision for water for the school.: [775, 339, 945, 398]
article-paragraph: LATER.: [643, 1182, 679, 1194]
ad-body: THE Commodious and Extensive Premises, known as "The Mississippi Villa," in Havelock, now occupied by Dr Drury. Full particulars on application to: [157, 64, 305, 135]
mail-notices: [157, 809, 305, 1216]
article-paragraph: The position of the steamer Quetta has been accurately buoyed. Forty dead bodies have been recovered from wreck, and have been buried. Of this number only three have been identified.: [635, 1653, 767, 1747]
sale-title: IMPORTANT SALE.: [342, 1569, 456, 1582]
mail-day: TUESDAY.: [208, 895, 254, 906]
article-paragraph: The Germans are drilling 15,000 Soudanese for service under Captain Wissman at Cairo.: [953, 93, 1111, 129]
article-paragraph: A peculiar accident happened the other night to a man named John Carey, an employé at the Ballarat railway station. Carey dreamt he was at work in the gravel-pit, and that a line of heavy laden trucks was rapidly approaching the spot on which he was engaged. He jumped up and ran for his life. In order to escape the danger seen in the dream, Carey, fast asleep, sprang over the bottom of the bedstead, and falling heavily on the floor, injured his head and spine. The case is at present serious, and the surgeons in attendance are not certain whether the patient will recover.: [953, 1796, 1111, 2019]
ad-title: W. T. ERSKINE,: [29, 49, 125, 62]
